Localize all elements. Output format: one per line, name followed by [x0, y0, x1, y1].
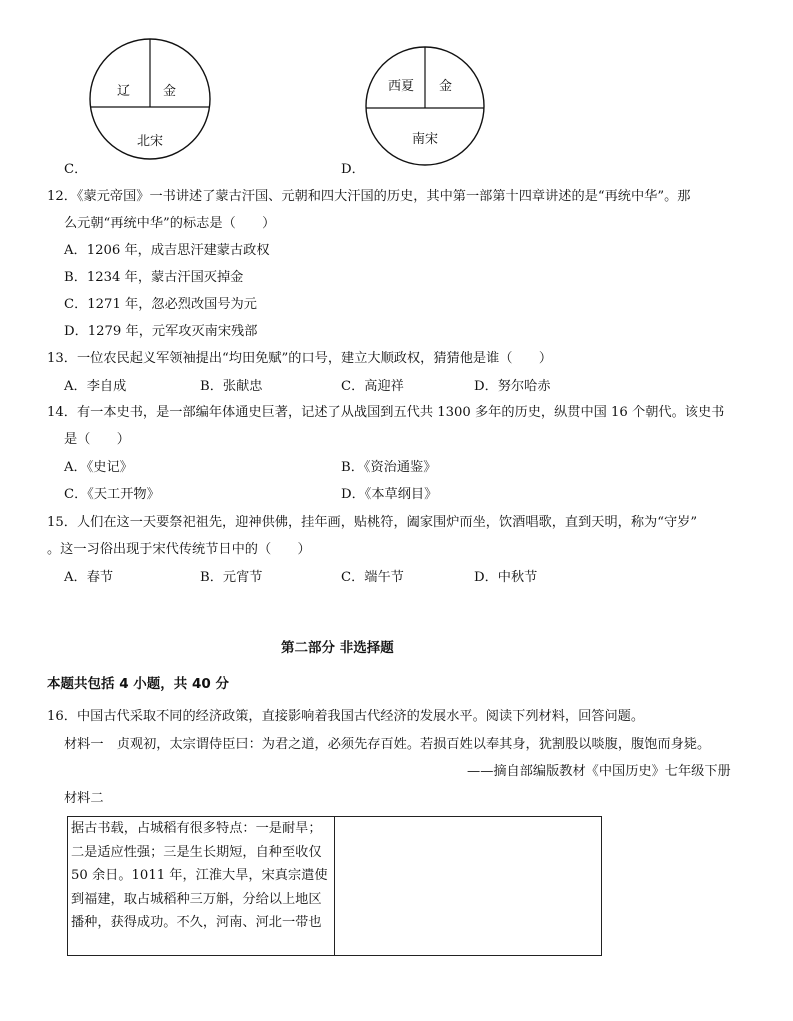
q16-material1: 材料一 贞观初，太宗谓侍臣曰：为君之道，必须先存百姓。若损百姓以奉其身，犹割股以啖腹，腹饱而身毙。 — [64, 737, 711, 752]
q15-stem-line2: 。这一习俗出现于宋代传统节日中的（ ） — [47, 542, 311, 557]
q16-stem: 16．中国古代采取不同的经济政策，直接影响着我国古代经济的发展水平。阅读下列材料，回答问题。 — [47, 709, 645, 724]
q14-option-c: C．《天工开物》 — [64, 487, 160, 502]
q13-option-d: D．努尔哈赤 — [474, 379, 551, 394]
q12-stem-line2: 么元朝“再统中华”的标志是（ ） — [64, 216, 276, 231]
material2-table — [67, 816, 602, 956]
q14-option-a: A．《史记》 — [64, 460, 133, 475]
material2-line: 二是适应性强；三是生长期短，自种至收仅 — [71, 844, 322, 860]
q12-option-c: C．1271 年，忽必烈改国号为元 — [64, 297, 257, 312]
pie-c-left-label: 辽 — [117, 84, 131, 99]
q12-option-d: D．1279 年，元军攻灭南宋残部 — [64, 324, 258, 339]
q13-stem: 13．一位农民起义军领袖提出“均田免赋”的口号，建立大顺政权，猜猜他是谁（ ） — [47, 351, 553, 366]
option-d-label: D． — [341, 162, 365, 177]
q13-option-c: C．高迎祥 — [341, 379, 404, 394]
q14-option-d: D．《本草纲目》 — [341, 487, 438, 502]
part2-instruction: 本题共包括 4 小题，共 40 分 — [47, 676, 229, 692]
pie-c-right-label: 金 — [163, 84, 177, 99]
q15-stem-line1: 15．人们在这一天要祭祀祖先，迎神供佛，挂年画，贴桃符，阖家围炉而坐，饮酒唱歌，直到天明，称为“守岁” — [47, 515, 698, 530]
part2-title: 第二部分 非选择题 — [281, 640, 394, 656]
q13-option-b: B．张献忠 — [200, 379, 263, 394]
material2-line: 据古书载，占城稻有很多特点：一是耐旱； — [71, 821, 322, 836]
pie-diagram-d — [364, 45, 486, 167]
q14-stem-line2: 是（ ） — [64, 432, 130, 447]
q15-option-c: C．端午节 — [341, 570, 404, 585]
q15-option-b: B．元宵节 — [200, 570, 263, 585]
q15-option-d: D．中秋节 — [474, 570, 538, 585]
q12-option-a: A．1206 年，成吉思汗建蒙古政权 — [64, 243, 270, 258]
pie-d-left-label: 西夏 — [388, 79, 415, 94]
q15-option-a: A．春节 — [64, 570, 114, 585]
option-c-label: C． — [64, 162, 88, 177]
q14-option-b: B．《资治通鉴》 — [341, 460, 437, 475]
q12-option-b: B．1234 年，蒙古汗国灭掉金 — [64, 270, 244, 285]
pie-d-right-label: 金 — [439, 79, 453, 94]
q14-stem-line1: 14．有一本史书，是一部编年体通史巨著，记述了从战国到五代共 1300 多年的历史，纵贯中国 16 个朝代。该史书 — [47, 405, 725, 420]
material2-line: 播种，获得成功。不久，河南、河北一带也 — [71, 915, 322, 930]
q16-material2-label: 材料二 — [64, 791, 104, 806]
material2-line: 50 余日。1011 年，江淮大旱，宋真宗遣使 — [71, 868, 328, 883]
q12-stem-line1: 12．《蒙元帝国》一书讲述了蒙古汗国、元朝和四大汗国的历史，其中第一部第十四章讲述的是“再统中华”。那 — [47, 189, 691, 204]
material2-text-cell — [68, 817, 335, 956]
q13-option-a: A．李自成 — [64, 379, 127, 394]
material2-empty-cell — [335, 817, 602, 956]
pie-diagram-c — [89, 34, 211, 164]
q16-source1: ——摘自部编版教材《中国历史》七年级下册 — [467, 764, 731, 779]
pie-c-bottom-label: 北宋 — [137, 134, 164, 149]
material2-line: 到福建，取占城稻种三万斛，分给以上地区 — [71, 891, 322, 907]
pie-d-bottom-label: 南宋 — [412, 132, 439, 147]
